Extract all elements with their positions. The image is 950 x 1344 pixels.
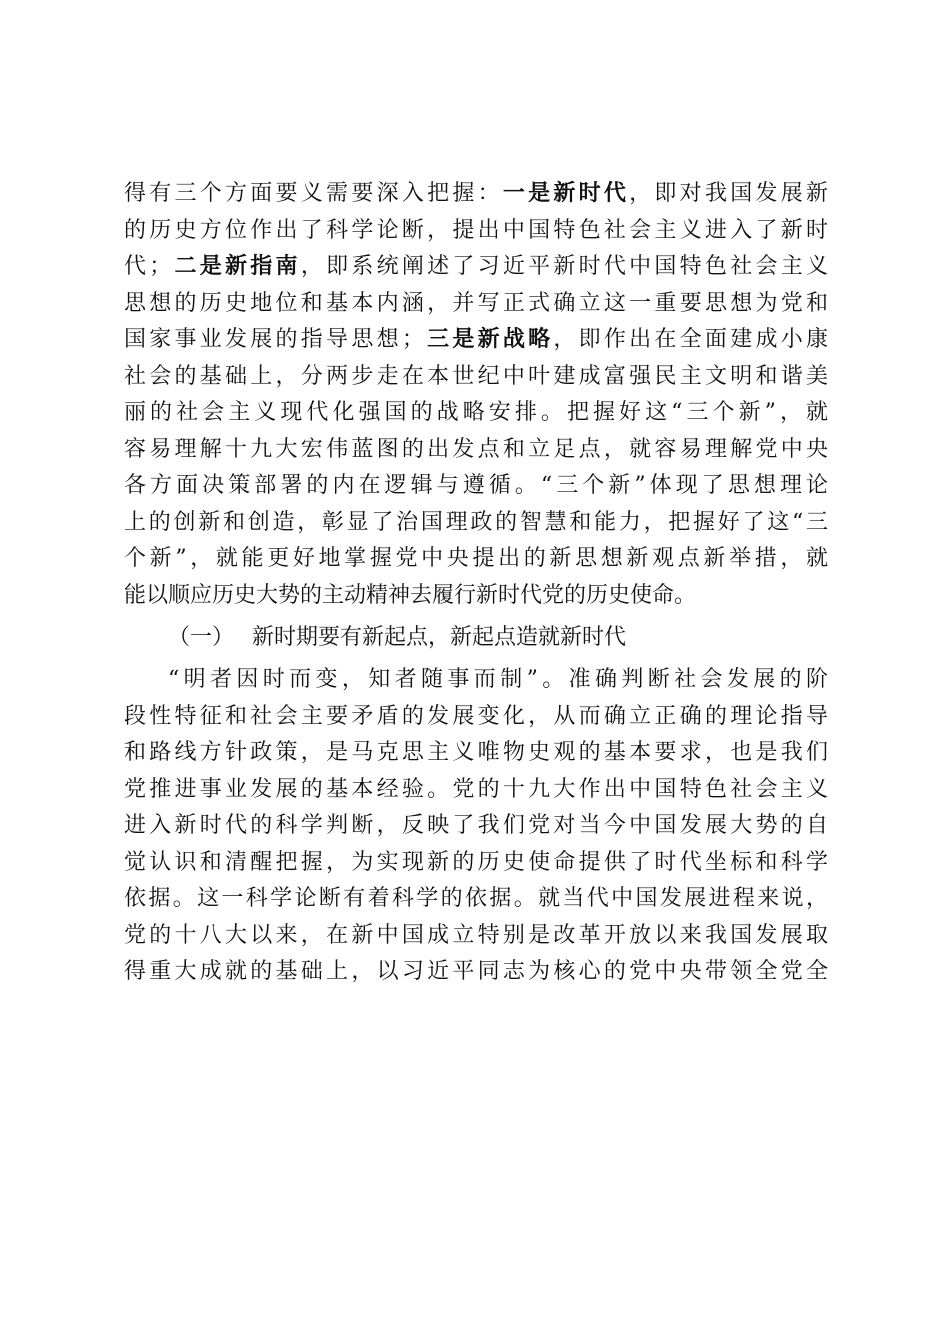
- section-title: 新时期要有新起点，新起点造就新时代: [252, 625, 627, 650]
- paragraph-line: 得重大成就的基础上，以习近平同志为核心的党中央带领全党全: [124, 959, 828, 984]
- paragraph-three-new: [124, 176, 828, 614]
- text-run: 国家事业发展的指导思想；: [124, 327, 424, 352]
- text-run: ，即作出在全面建成小康: [553, 327, 828, 352]
- paragraph-line: “明者因时而变，知者随事而制”。准确判断社会发展的阶: [168, 667, 828, 692]
- paragraph-line: 进入新时代的科学判断，反映了我们党对当今中国发展大势的自: [124, 813, 828, 838]
- paragraph-line: 思想的历史地位和基本内涵，并写正式确立这一重要思想为党和: [124, 290, 828, 316]
- paragraph-line: [124, 249, 828, 286]
- paragraph-line: 党推进事业发展的基本经验。党的十九大作出中国特色社会主义: [124, 776, 828, 802]
- paragraph-line: 能以顺应历史大势的主动精神去履行新时代党的历史使命。: [124, 582, 697, 608]
- section-heading-line: [124, 620, 828, 657]
- paragraph-line: 的历史方位作出了科学论断，提出中国特色社会主义进入了新时: [124, 217, 828, 243]
- paragraph-line: 各方面决策部署的内在逻辑与遵循。“三个新”体现了思想理论: [124, 473, 828, 498]
- paragraph-line: 容易理解十九大宏伟蓝图的出发点和立足点，就容易理解党中央: [124, 436, 828, 462]
- paragraph-line: 上的创新和创造，彰显了治国理政的智慧和能力，把握好了这“三: [124, 509, 828, 535]
- paragraph-line: 依据。这一科学论断有着科学的依据。就当代中国发展进程来说，: [124, 886, 828, 911]
- paragraph-line: 社会的基础上，分两步走在本世纪中叶建成富强民主文明和谐美: [124, 363, 828, 389]
- paragraph-line: [124, 322, 828, 359]
- paragraph-line: 党的十八大以来，在新中国成立特别是改革开放以来我国发展取: [124, 922, 828, 948]
- text-run: 代；: [124, 254, 172, 279]
- paragraph-line: 觉认识和清醒把握，为实现新的历史使命提供了时代坐标和科学: [124, 849, 828, 875]
- section-heading: [124, 620, 828, 657]
- paragraph-line: 段性特征和社会主要矛盾的发展变化，从而确立正确的理论指导: [124, 703, 828, 729]
- text-run: 得有三个方面要义需要深入把握：: [124, 181, 503, 206]
- bold-term-new-strategy: 三是新战略: [423, 327, 554, 352]
- paragraph-new-era-judgment: [124, 662, 828, 991]
- paragraph-line: 个新”，就能更好地掌握党中央提出的新思想新观点新举措，就: [124, 546, 828, 571]
- paragraph-line: 丽的社会主义现代化强国的战略安排。把握好这“三个新”，就: [124, 400, 828, 425]
- bold-term-new-guide: 二是新指南: [171, 254, 301, 279]
- section-number: （一）: [168, 625, 235, 650]
- bold-term-new-era: 一是新时代: [502, 181, 630, 206]
- text-run: ，即对我国发展新: [629, 181, 828, 206]
- paragraph-line: 和路线方针政策，是马克思主义唯物史观的基本要求，也是我们: [124, 740, 828, 765]
- text-run: ，即系统阐述了习近平新时代中国特色社会主义: [300, 254, 828, 279]
- paragraph-line: [124, 176, 828, 213]
